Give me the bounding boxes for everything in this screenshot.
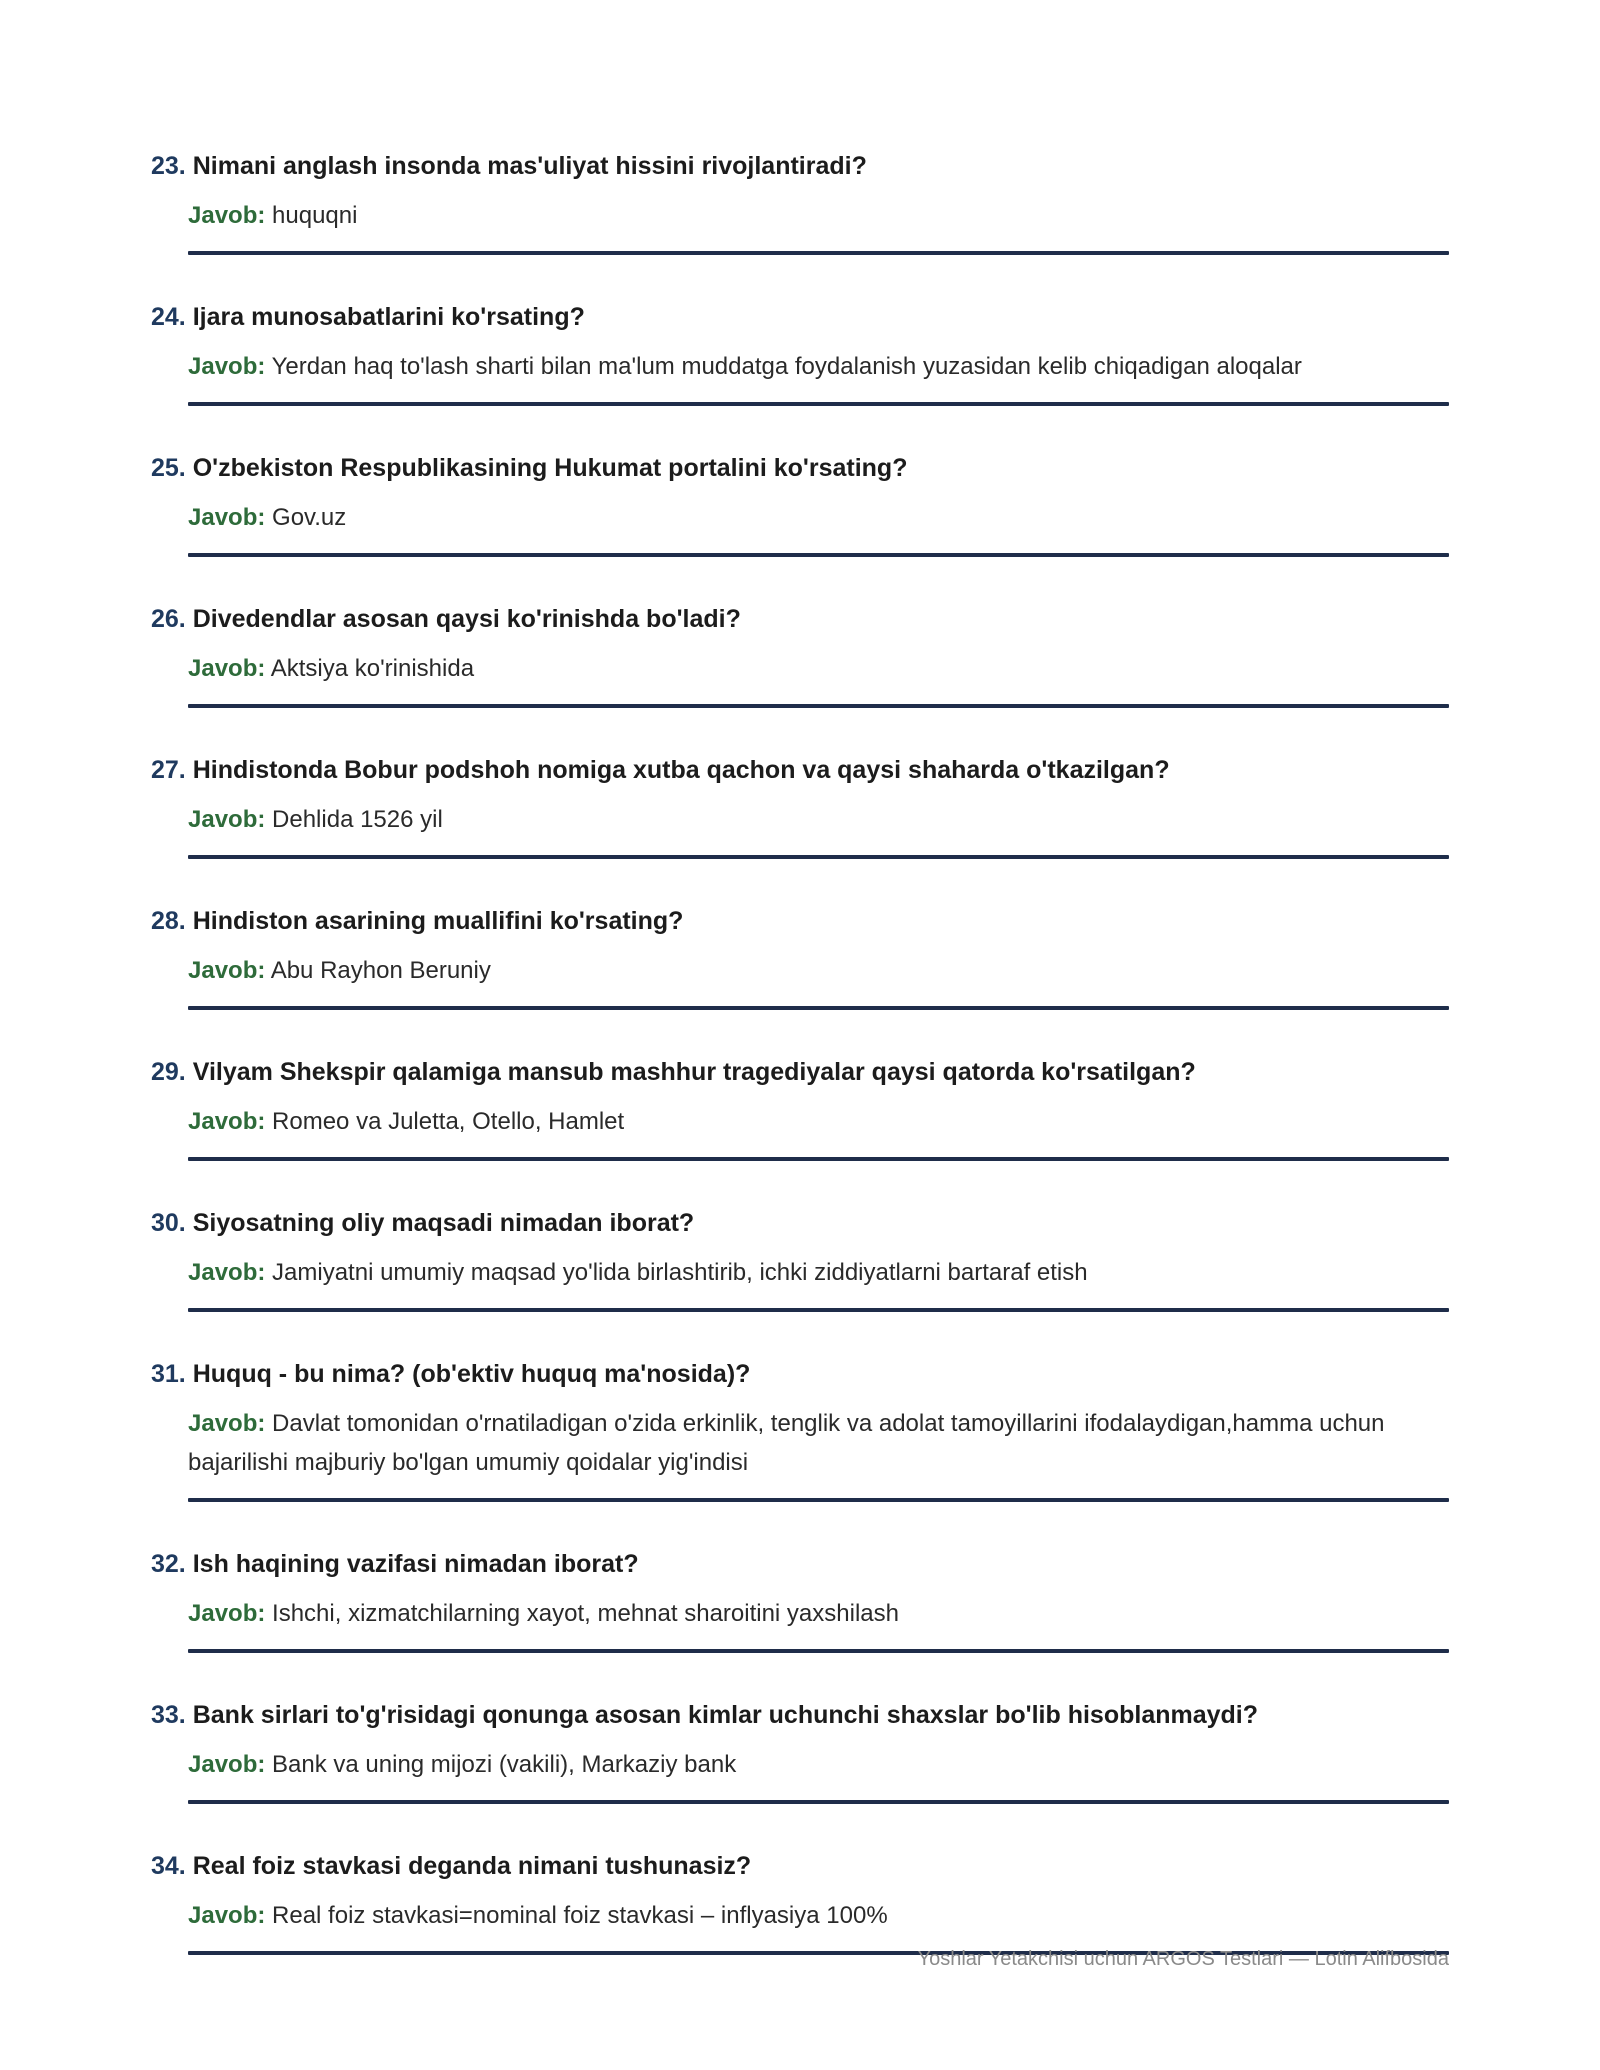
divider	[188, 553, 1449, 557]
question-text: Ijara munosabatlarini ko'rsating?	[192, 303, 585, 331]
answer-text: Real foiz stavkasi=nominal foiz stavkasi – inflyasiya 100%	[272, 1902, 888, 1929]
divider	[188, 402, 1449, 406]
question-number: 31.	[151, 1360, 186, 1388]
question	[151, 1548, 1449, 1580]
answer-text: Ishchi, xizmatchilarning xayot, mehnat sharoitini yaxshilash	[272, 1600, 899, 1627]
question-number: 26.	[151, 605, 186, 633]
question	[151, 452, 1449, 484]
question-number: 33.	[151, 1701, 186, 1729]
divider	[188, 1006, 1449, 1010]
answer-text: Jamiyatni umumiy maqsad yo'lida birlashtirib, ichki ziddiyatlarni bartaraf etish	[272, 1259, 1088, 1286]
answer	[188, 1102, 1449, 1141]
question-text: Hindistonda Bobur podshoh nomiga xutba qachon va qaysi shaharda o'tkazilgan?	[192, 756, 1170, 784]
qa-item-29	[151, 1056, 1449, 1161]
answer-text: Abu Rayhon Beruniy	[270, 957, 491, 984]
question	[151, 603, 1449, 635]
question-number: 25.	[151, 454, 186, 482]
answer-label: Javob:	[188, 655, 266, 682]
qa-item-33	[151, 1699, 1449, 1804]
question-text: O'zbekiston Respublikasining Hukumat portalini ko'rsating?	[192, 454, 908, 482]
qa-item-31	[151, 1358, 1449, 1502]
qa-item-27	[151, 754, 1449, 859]
question-number: 30.	[151, 1209, 186, 1237]
question-text: Huquq - bu nima? (ob'ektiv huquq ma'nosida)?	[192, 1360, 751, 1388]
answer-text: Yerdan haq to'lash sharti bilan ma'lum muddatga foydalanish yuzasidan kelib chiqadigan aloqalar	[271, 353, 1302, 380]
answer-text: huquqni	[272, 202, 358, 229]
question-text: Nimani anglash insonda mas'uliyat hissini rivojlantiradi?	[192, 152, 867, 180]
question-number: 23.	[151, 152, 186, 180]
question	[151, 905, 1449, 937]
question-number: 29.	[151, 1058, 186, 1086]
qa-item-30	[151, 1207, 1449, 1312]
question	[151, 1699, 1449, 1731]
answer-text: Bank va uning mijozi (vakili), Markaziy bank	[272, 1751, 737, 1778]
answer-text: Dehlida 1526 yil	[272, 806, 443, 833]
answer-label: Javob:	[188, 806, 266, 833]
qa-item-34	[151, 1850, 1449, 1955]
answer-label: Javob:	[188, 1751, 266, 1778]
question-text: Ish haqining vazifasi nimadan iborat?	[192, 1550, 639, 1578]
question-number: 27.	[151, 756, 186, 784]
answer-label: Javob:	[188, 957, 266, 984]
question	[151, 301, 1449, 333]
qa-list	[151, 150, 1449, 2001]
answer	[188, 800, 1449, 839]
answer	[188, 1745, 1449, 1784]
question	[151, 1850, 1449, 1882]
question	[151, 754, 1449, 786]
question-text: Hindiston asarining muallifini ko'rsating?	[192, 907, 684, 935]
answer	[188, 196, 1449, 235]
divider	[188, 704, 1449, 708]
qa-item-23	[151, 150, 1449, 255]
qa-item-32	[151, 1548, 1449, 1653]
divider	[188, 1157, 1449, 1161]
answer-label: Javob:	[188, 1600, 266, 1627]
answer-label: Javob:	[188, 504, 266, 531]
answer-text: Davlat tomonidan o'rnatiladigan o'zida erkinlik, tenglik va adolat tamoyillarini ifodalaydigan,hamma uchun bajarilishi majburiy bo'lgan umumiy qoidalar yig'indisi	[188, 1410, 1385, 1476]
question-number: 32.	[151, 1550, 186, 1578]
answer-label: Javob:	[188, 202, 266, 229]
answer-label: Javob:	[188, 1108, 266, 1135]
qa-item-26	[151, 603, 1449, 708]
question-text: Bank sirlari to'g'risidagi qonunga asosan kimlar uchunchi shaxslar bo'lib hisoblanmaydi?	[192, 1701, 1259, 1729]
answer	[188, 1594, 1449, 1633]
answer-label: Javob:	[188, 1410, 266, 1437]
answer	[188, 347, 1449, 386]
answer-text: Aktsiya ko'rinishida	[270, 655, 475, 682]
qa-item-28	[151, 905, 1449, 1010]
answer	[188, 1253, 1449, 1292]
question	[151, 1056, 1449, 1088]
question-number: 28.	[151, 907, 186, 935]
answer-label: Javob:	[188, 1259, 266, 1286]
divider	[188, 1649, 1449, 1653]
question-text: Divedendlar asosan qaysi ko'rinishda bo'ladi?	[192, 605, 741, 633]
answer	[188, 498, 1449, 537]
answer-label: Javob:	[188, 353, 266, 380]
answer	[188, 1896, 1449, 1935]
divider	[188, 855, 1449, 859]
question-text: Vilyam Shekspir qalamiga mansub mashhur tragediyalar qaysi qatorda ko'rsatilgan?	[192, 1058, 1196, 1086]
question-number: 24.	[151, 303, 186, 331]
answer-label: Javob:	[188, 1902, 266, 1929]
answer-text: Romeo va Juletta, Otello, Hamlet	[272, 1108, 625, 1135]
question-text: Siyosatning oliy maqsadi nimadan iborat?	[192, 1209, 695, 1237]
page-footer: Yoshlar Yetakchisi uchun ARGOS Testlari — Lotin Alifbosida	[917, 1948, 1449, 1970]
divider	[188, 1800, 1449, 1804]
question-number: 34.	[151, 1852, 186, 1880]
answer	[188, 951, 1449, 990]
divider	[188, 1308, 1449, 1312]
divider	[188, 1498, 1449, 1502]
answer	[188, 1404, 1449, 1482]
qa-item-24	[151, 301, 1449, 406]
answer-text: Gov.uz	[272, 504, 347, 531]
qa-item-25	[151, 452, 1449, 557]
answer	[188, 649, 1449, 688]
question-text: Real foiz stavkasi deganda nimani tushunasiz?	[192, 1852, 752, 1880]
question	[151, 150, 1449, 182]
question	[151, 1207, 1449, 1239]
question	[151, 1358, 1449, 1390]
divider	[188, 251, 1449, 255]
